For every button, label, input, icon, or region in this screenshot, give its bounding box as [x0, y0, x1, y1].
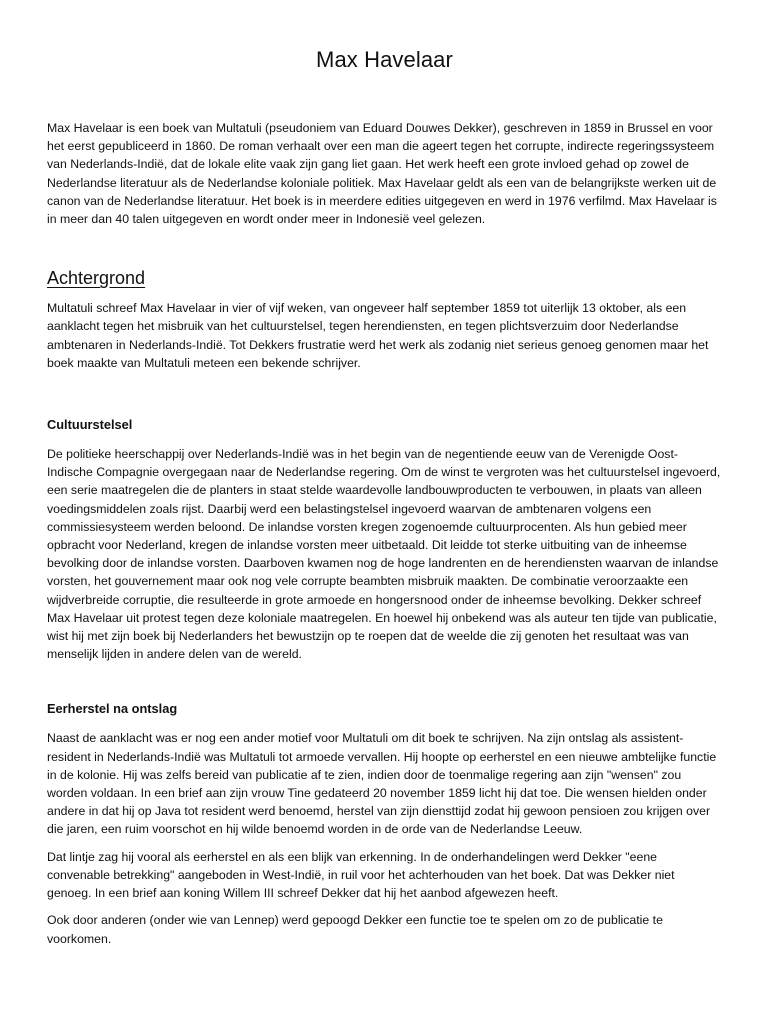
- subsection-heading-cultuurstelsel: Cultuurstelsel: [47, 417, 133, 433]
- section-heading-achtergrond: Achtergrond: [47, 268, 146, 289]
- eerherstel-paragraph-3: Ook door anderen (onder wie van Lennep) werd gepoogd Dekker een functie toe te spelen om zo de publicatie te voorkomen.: [47, 913, 663, 946]
- intro-paragraph: Max Havelaar is een boek van Multatuli (pseudoniem van Eduard Douwes Dekker), geschreven in 1859 in Brussel en voor het eerst gepubliceerd in 1860. De roman verhaalt over een man die ageert tegen het corrupte, indirecte regeringssysteem van Nederlands-Indië, dat de lokale elite vaak zijn gang liet gaan. Het werk heeft een grote invloed gehad op zowel de Nederlandse literatuur als de Nederlandse koloniale politiek. Max Havelaar geldt als een van de belangrijkste werken uit de canon van de Nederlandse literatuur. Het boek is in meerdere edities uitgegeven en werd in 1976 verfilmd. Max Havelaar is in meer dan 40 talen uitgegeven en wordt onder meer in Indonesië veel gelezen.: [47, 121, 717, 227]
- achtergrond-paragraph: Multatuli schreef Max Havelaar in vier of vijf weken, van ongeveer half september 1859 tot uiterlijk 13 oktober, als een aanklacht tegen het misbruik van het cultuurstelsel, tegen herendiensten, en tegen plichtsverzuim door Nederlandse ambtenaren in Nederlands-Indië. Tot Dekkers frustratie werd het werk als zodanig niet serieus genoeg genomen maar het boek maakte van Multatuli meteen een bekende schrijver.: [47, 301, 709, 370]
- document-title: Max Havelaar: [316, 47, 453, 72]
- cultuurstelsel-paragraph: De politieke heerschappij over Nederlands-Indië was in het begin van de negentiende eeuw van de Verenigde Oost-Indische Compagnie overgegaan naar de Nederlandse regering. Om de winst te vergroten was het cultuurstelsel ingevoerd, een serie maatregelen die de planters in staat stelde waardevolle landbouwproducten te verbouwen, in plaats van alleen voedingsmiddelen zoals rijst. Daarbij werd een belastingstelsel ingevoerd waarvan de ambtenaren volgens een commissiesysteem werden beloond. De inlandse vorsten kregen zogenoemde cultuurprocenten. Als hun gebied meer opbracht voor Nederland, kregen de inlandse vorsten meer uitbetaald. Dit leidde tot sterke uitbuiting van de inheemse bevolking door de inlandse vorsten. Daarboven kwamen nog de hoge landrenten en de herendiensten waarvan de inlandse vorsten, het gouvernement maar ook nog vele corrupte beambten misbruik maakten. De combinatie veroorzaakte een wijdverbreide corruptie, die resulteerde in grote armoede en hongersnood onder de inheemse bevolking. Dekker schreef Max Havelaar uit protest tegen deze koloniale maatregelen. En hoewel hij onbekend was als auteur ten tijde van publicatie, wist hij met zijn boek bij Nederlanders het bewustzijn op te roepen dat de weelde die zij genoten het resultaat was van menselijk lijden in andere delen van de wereld.: [47, 447, 721, 662]
- eerherstel-paragraph-1: Naast de aanklacht was er nog een ander motief voor Multatuli om dit boek te schrijven. Na zijn ontslag als assistent-resident in Nederlands-Indië was Multatuli tot armoede vervallen. Hij hoopte op eerherstel en een nieuwe ambtelijke functie in de kolonie. Hij was zelfs bereid van publicatie af te zien, indien door de toenmalige regering aan zijn "wensen" zou worden voldaan. In een brief aan zijn vrouw Tine gedateerd 20 november 1859 licht hij dat toe. Die wensen hielden onder andere in dat hij op Java tot resident werd benoemd, herstel van zijn diensttijd zodat hij gewoon pensioen zou krijgen over die jaren, een ruim voorschot en hij wilde benoemd worden in de orde van de Nederlandse Leeuw.: [47, 731, 717, 837]
- eerherstel-paragraph-2: Dat lintje zag hij vooral als eerherstel en als een blijk van erkenning. In de onderhandelingen werd Dekker "eene convenable betrekking" aangeboden in West-Indië, in ruil voor het achterhouden van het boek. Dat was Dekker niet genoeg. In een brief aan koning Willem III schreef Dekker dat hij het aanbod afgewezen heeft.: [47, 849, 675, 901]
- subsection-heading-eerherstel: Eerherstel na ontslag: [47, 701, 178, 717]
